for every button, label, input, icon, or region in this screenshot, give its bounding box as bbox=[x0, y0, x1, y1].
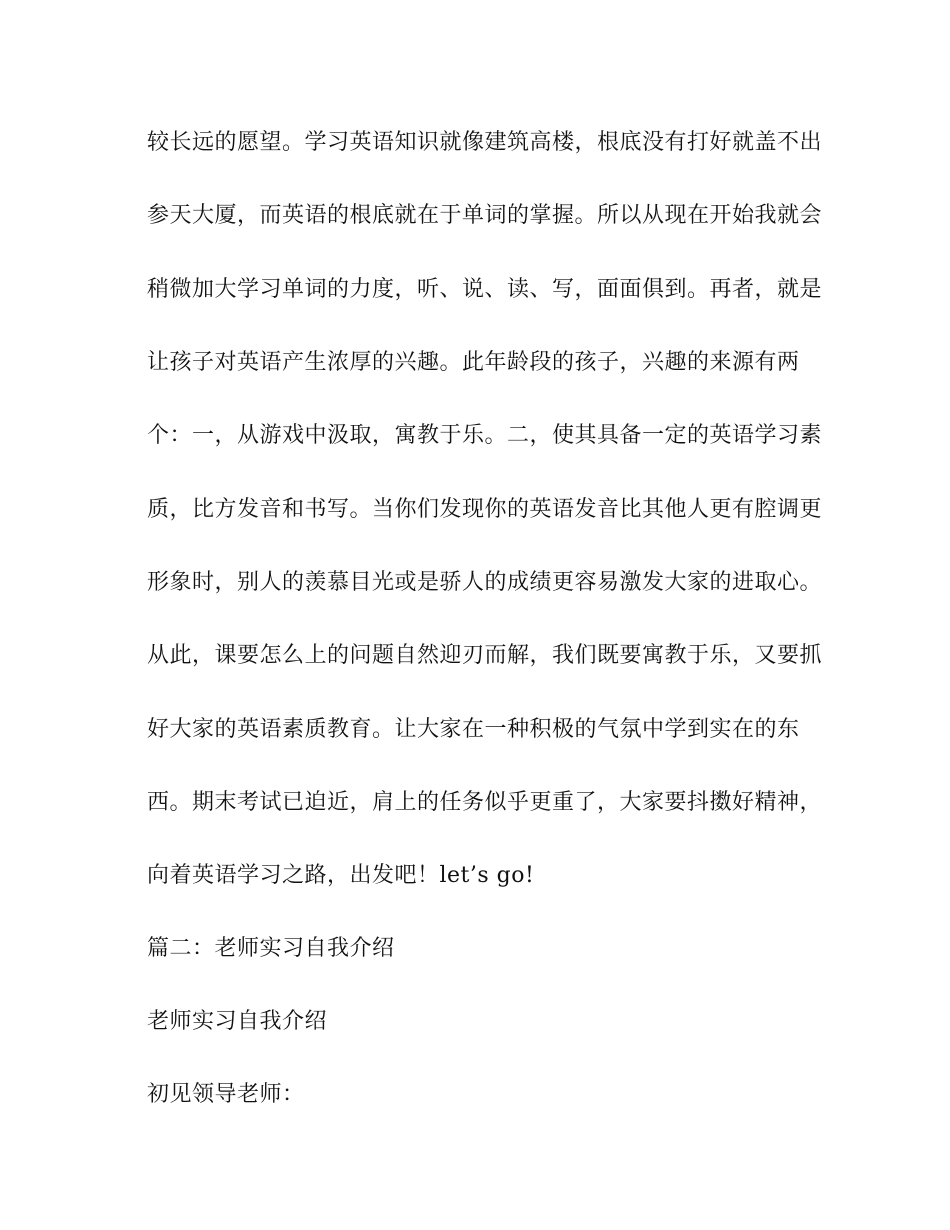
paragraph-line-3: 稍微加大学习单词的力度，听、说、读、写，面面俱到。再者，就是 bbox=[147, 277, 823, 302]
paragraph-line-5: 个：一，从游戏中汲取，寓教于乐。二，使其具备一定的英语学习素 bbox=[147, 423, 823, 448]
paragraph-line-9: 好大家的英语素质教育。让大家在一种积极的气氛中学到实在的东 bbox=[147, 717, 800, 742]
document-title: 老师实习自我介绍 bbox=[147, 1009, 328, 1034]
paragraph-line-4: 让孩子对英语产生浓厚的兴趣。此年龄段的孩子，兴趣的来源有两 bbox=[147, 350, 800, 375]
paragraph-line-11: 向着英语学习之路，出发吧！let’s go! bbox=[147, 863, 535, 888]
paragraph-line-7: 形象时，别人的羡慕目光或是骄人的成绩更容易激发大家的进取心。 bbox=[147, 570, 823, 595]
section-heading: 篇二：老师实习自我介绍 bbox=[147, 936, 395, 961]
paragraph-line-6: 质，比方发音和书写。当你们发现你的英语发音比其他人更有腔调更 bbox=[147, 497, 823, 522]
paragraph-line-8: 从此，课要怎么上的问题自然迎刃而解，我们既要寓教于乐，又要抓 bbox=[147, 643, 823, 668]
paragraph-line-1: 较长远的愿望。学习英语知识就像建筑高楼，根底没有打好就盖不出 bbox=[147, 130, 823, 155]
greeting-line: 初见领导老师： bbox=[147, 1082, 305, 1107]
paragraph-line-10: 西。期末考试已迫近，肩上的任务似乎更重了，大家要抖擞好精神， bbox=[147, 790, 823, 815]
paragraph-line-2: 参天大厦，而英语的根底就在于单词的掌握。所以从现在开始我就会 bbox=[147, 203, 823, 228]
